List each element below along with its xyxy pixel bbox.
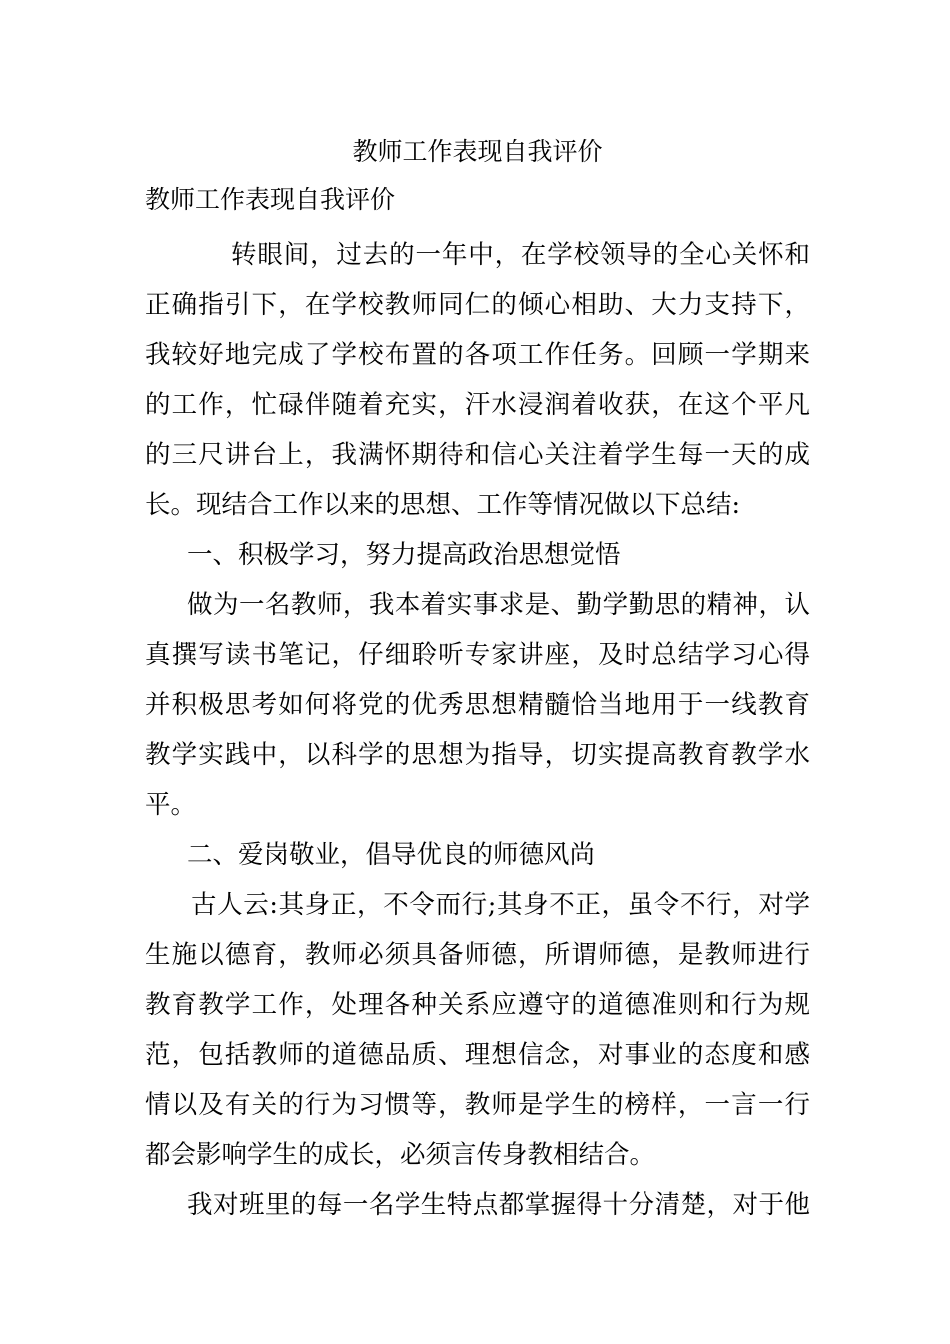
paragraph-line: 做为一名教师，我本着实事求是、勤学勤思的精神，认 [187,590,810,620]
paragraph-line: 转眼间，过去的一年中，在学校领导的全心关怀和 [231,240,810,270]
paragraph-line: 真撰写读书笔记，仔细聆听专家讲座，及时总结学习心得 [145,640,810,670]
paragraph-line: 范，包括教师的道德品质、理想信念，对事业的态度和感 [145,1040,810,1070]
paragraph-line: 的工作，忙碌伴随着充实，汗水浸润着收获，在这个平凡 [145,390,810,420]
document-title: 教师工作表现自我评价 [352,137,603,166]
paragraph-line: 古人云:其身正，不令而行;其身不正，虽令不行，对学 [191,890,810,920]
paragraph-line: 正确指引下，在学校教师同仁的倾心相助、大力支持下， [145,290,810,320]
paragraph-line: 教育教学工作，处理各种关系应遵守的道德准则和行为规 [145,990,810,1020]
document-body [145,230,810,1230]
paragraph-line: 并积极思考如何将党的优秀思想精髓恰当地用于一线教育 [145,690,810,720]
section-heading: 二、爱岗敬业，倡导优良的师德风尚 [187,840,596,870]
paragraph-line: 平。 [145,790,197,820]
paragraph-line: 生施以德育，教师必须具备师德，所谓师德，是教师进行 [145,940,810,970]
section-heading: 一、积极学习，努力提高政治思想觉悟 [187,540,621,570]
paragraph-line: 教学实践中，以科学的思想为指导，切实提高教育教学水 [145,740,810,770]
paragraph-line: 我较好地完成了学校布置的各项工作任务。回顾一学期来 [145,340,810,370]
paragraph-line: 长。现结合工作以来的思想、工作等情况做以下总结: [145,490,741,520]
document-subtitle: 教师工作表现自我评价 [145,185,396,214]
paragraph-line: 我对班里的每一名学生特点都掌握得十分清楚，对于他 [187,1190,810,1220]
paragraph-line: 都会影响学生的成长，必须言传身教相结合。 [145,1140,656,1170]
paragraph-line: 的三尺讲台上，我满怀期待和信心关注着学生每一天的成 [145,440,810,470]
paragraph-line: 情以及有关的行为习惯等，教师是学生的榜样，一言一行 [145,1090,810,1120]
